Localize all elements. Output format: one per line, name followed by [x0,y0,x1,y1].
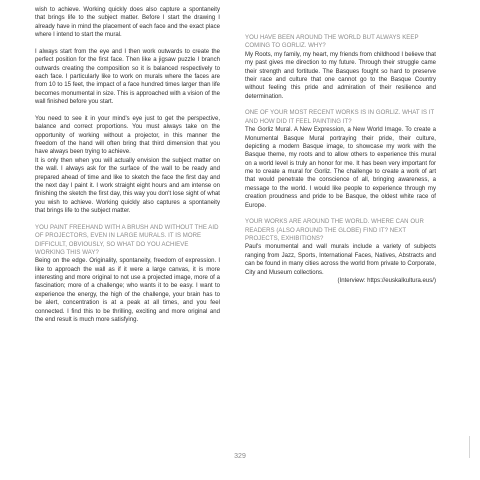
left-column [35,6,220,324]
right-column [245,34,436,285]
right-paragraph-2: The Gorliz Mural. A New Expression, a New World Image. To create a Monumental Basque Mural portraying their pride, their culture, depicting a modern Basque image, to showcase my work with the Basque theme, my roots and to allow others to experience this mural on a world level is truly an honor for me. It has been very important for me to create a mural for Gorliz. The challenge to create a work of art that would penetrate the conscience of all, bringing awareness, a message to the world. I would like people to experience through my creation proudness and pride to be Basque, the oldest white race of Europe. [245,127,436,209]
right-question-heading-3: YOUR WORKS ARE AROUND THE WORLD. WHERE CAN OUR READERS (ALSO AROUND THE GLOBE) FIND IT? NEXT PROJECTS, EXHIBITIONS? [245,219,424,243]
left-paragraph-3: You need to see it in your mind's eye just to get the perspective, balance and correct proportions. You must always take on the opportunity of working without a projector, in this manner the freedom of the hand will often bring that third dimension that you have always been trying to achieve. [35,115,220,156]
left-paragraph-1: wish to achieve. Working quickly does also capture a spontaneity that brings life to the subject matter. Before I start the drawing I already have in mind the placement of each face and the exact place where I intend to start the mural. [35,7,220,39]
page-edge-divider [469,436,470,458]
left-paragraph-5: Being on the edge. Originality, spontaneity, freedom of expression. I like to approach the wall as if it were a large canvas, it is more interesting and more original to not use a projected image, more of a fascination; more of a challenge; who wants it to be easy. I want to experience the energy, the high of the challenge, your brain has to be alert, concentration is at a peak at all times, and you feel connected. I find this to be thrilling, exciting and more original and the end result is much more satisfying. [35,258,220,323]
right-paragraph-3: Paul's monumental and wall murals include a variety of subjects ranging from Jazz, Sports, International Faces, Natives, Abstracts and can be found in many cities across the world from private to Corporate, City and Museum collections. [245,244,436,276]
right-question-heading-2: ONE OF YOUR MOST RECENT WORKS IS IN GORLIZ. WHAT IS IT AND HOW DID IT FEEL PAINTING IT? [245,110,435,125]
right-paragraph-1: My Roots, my family, my heart, my friends from childhood I believe that my past gives me direction to my future. Through their struggle came their strength and fortitude. The Basques fought so hard to preserve their race and culture that one cannot go to the Basque Country without feeling this pride and admiration of their resilience and determination. [245,51,436,100]
left-question-heading: YOU PAINT FREEHAND WITH A BRUSH AND WITHOUT THE AID OF PROJECTORS, EVEN IN LARGE MURALS. IT IS MORE DIFFICULT, OBVIOUSLY, SO WHAT DO YOU ACHIEVE WORKING THIS WAY? [35,224,219,256]
page-number: 329 [234,453,246,460]
left-paragraph-2: I always start from the eye and I then work outwards to create the perfect position for the first face. Then like a jigsaw puzzle I branch outwards creating the composition so it is balanced respectively to each face. I particularly like to work on murals where the faces are from 10 to 15 feet, the impact of a face hundred times larger than life becomes monumental in size. This is approached with a vision of the wall finished before you start. [35,48,220,106]
left-paragraph-4: It is only then when you will actually envision the subject matter on the wall. I always ask for the surface of the wall to be ready and prepared ahead of time and like to sketch the face the first day and the next day I paint it. I work straight eight hours and am intense on finishing the sketch the first day, this way you don't lose sight of what you wish to achieve. Working quickly also captures a spontaneity that brings life to the subject matter. [35,157,220,215]
interview-credit: (Interview: https://euskalkultura.eus/) [337,277,436,284]
right-question-heading-1: YOU HAVE BEEN AROUND THE WORLD BUT ALWAYS KEEP COMING TO GORLIZ. WHY? [245,35,419,50]
